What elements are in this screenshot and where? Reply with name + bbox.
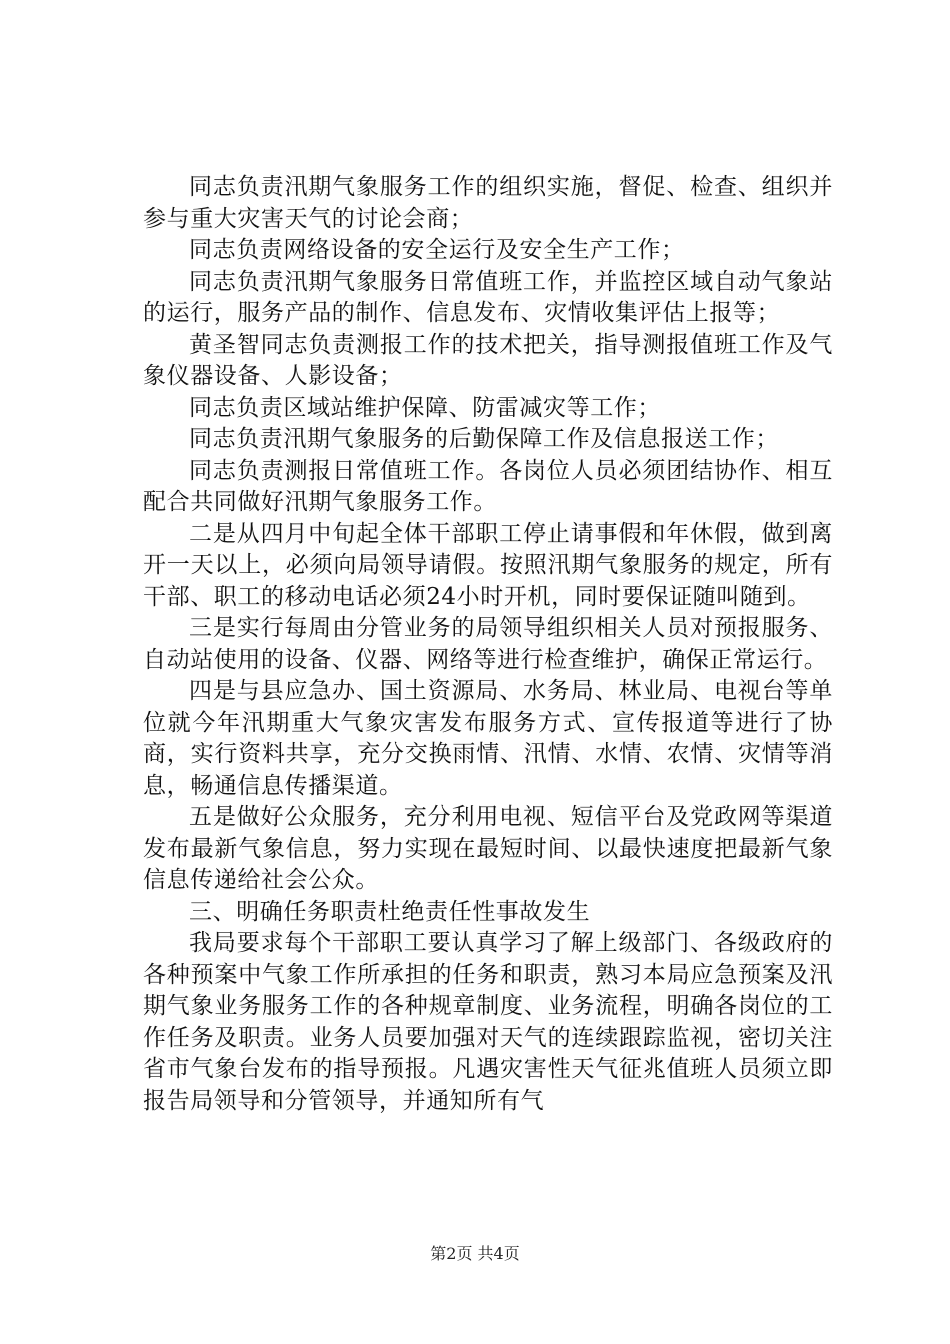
- page-number-footer: 第2页 共4页: [430, 1244, 520, 1263]
- section-heading-three: 三、明确任务职责杜绝责任性事故发生: [189, 898, 591, 925]
- paragraph-duty-technical: 黄圣智同志负责测报工作的技术把关，指导测报值班工作及气象仪器设备、人影设备；: [143, 331, 833, 389]
- paragraph-section-three-body: 我局要求每个干部职工要认真学习了解上级部门、各级政府的各种预案中气象工作所承担的任务和职责，熟习本局应急预案及汛期气象业务服务工作的各种规章制度、业务流程，明确各岗位的工作任务及职责。业务人员要加强对天气的连续跟踪监视，密切关注省市气象台发布的指导预报。凡遇灾害性天气征兆值班人员须立即报告局领导和分管领导，并通知所有气: [143, 930, 833, 1114]
- paragraph-duty-observation: 同志负责测报日常值班工作。各岗位人员必须团结协作、相互配合共同做好汛期气象服务工作。: [143, 457, 833, 515]
- paragraph-duty-station-maintenance: 同志负责区域站维护保障、防雷减灾等工作；: [189, 394, 661, 421]
- paragraph-point-five: 五是做好公众服务，充分利用电视、短信平台及党政网等渠道发布最新气象信息，努力实现在最短时间、以最快速度把最新气象信息传递给社会公众。: [143, 804, 833, 893]
- paragraph-point-four: 四是与县应急办、国土资源局、水务局、林业局、电视台等单位就今年汛期重大气象灾害发布服务方式、宣传报道等进行了协商，实行资料共享，充分交换雨情、汛情、水情、农情、灾情等消息，畅通信息传播渠道。: [143, 678, 833, 799]
- document-body: [143, 172, 833, 1117]
- paragraph-duty-organization: 同志负责汛期气象服务工作的组织实施，督促、检查、组织并参与重大灾害天气的讨论会商；: [143, 174, 833, 232]
- paragraph-duty-daily-watch: 同志负责汛期气象服务日常值班工作，并监控区域自动气象站的运行，服务产品的制作、信息发布、灾情收集评估上报等；: [143, 268, 833, 326]
- paragraph-duty-logistics: 同志负责汛期气象服务的后勤保障工作及信息报送工作；: [189, 426, 779, 452]
- paragraph-point-two: 二是从四月中旬起全体干部职工停止请事假和年休假，做到离开一天以上，必须向局领导请假。按照汛期气象服务的规定，所有干部、职工的移动电话必须24小时开机，同时要保证随叫随到。: [143, 520, 833, 610]
- paragraph-duty-network: 同志负责网络设备的安全运行及安全生产工作；: [189, 237, 685, 263]
- paragraph-point-three: 三是实行每周由分管业务的局领导组织相关人员对预报服务、自动站使用的设备、仪器、网络等进行检查维护，确保正常运行。: [143, 615, 833, 673]
